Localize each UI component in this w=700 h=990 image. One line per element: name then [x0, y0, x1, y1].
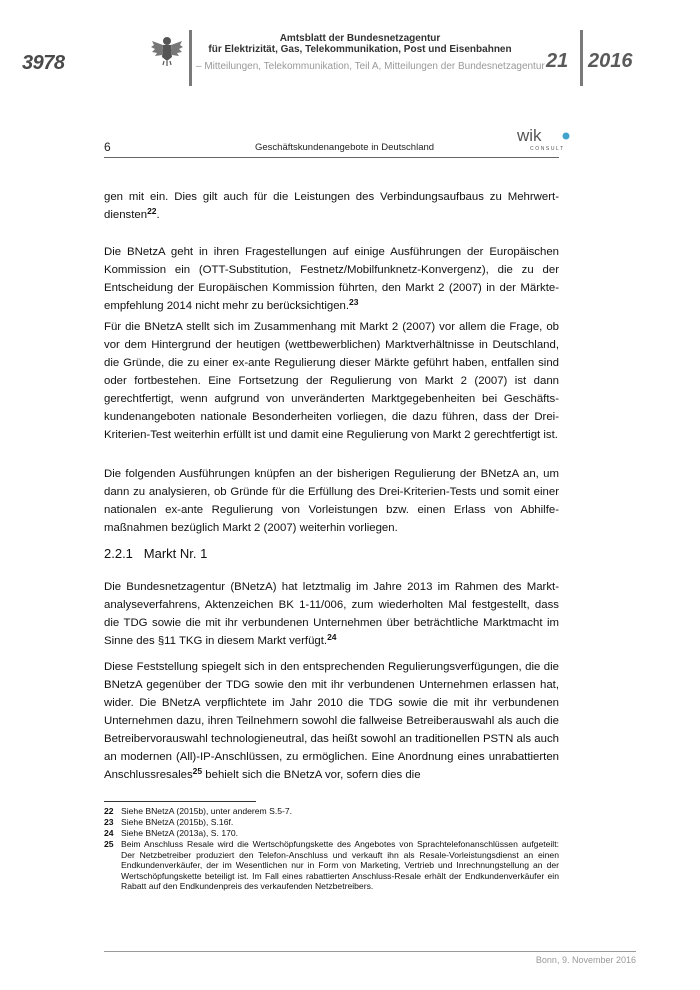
footer-date: Bonn, 9. November 2016: [535, 955, 636, 965]
issue-page-number: 3978: [22, 52, 65, 74]
footnote-ref-25[interactable]: 25: [192, 766, 203, 776]
paragraph-4: Die folgenden Ausführungen knüpfen an der bisherigen Regulierung der BNetzA an, um dann zu analysieren, ob Gründe für die Erfüllung des Drei-Kriterien-Tests und somit einer nationalen ex-ante Regulierung von Vorleistungen bzw. einen Erlass von Abhilfemaßnahmen bezüglich Markt 2 (2007) weiterhin vorliegen.: [104, 468, 559, 534]
paragraph-6: Diese Feststellung spiegelt sich in den entsprechenden Regulierungsverfügungen, die die BNetzA gegenüber der TDG sowie den mit ihr verbundenen Unternehmen erlassen hat, wider. Die BNetzA verpflichtete im Jahr 2010 die TDG sowie die mit ihr verbundenen Unternehmen dazu, ihren Teilnehmern sowohl die fallweise Betreiberauswahl als auch die Betreibervorauswahl technologieneutral, das heißt sowohl an traditionellen PSTN als auch an modernen (All)-IP-Anschlüssen, zu ermöglichen. Eine Anordnung eines unrabattierten Anschlussresales$^{25}$ behielt sich die BNetzA vor, sofern dies die: [104, 661, 559, 781]
issue-year: 2016: [588, 50, 633, 72]
year-divider: [580, 30, 583, 86]
running-title: Geschäftskundenangebote in Deutschland: [255, 142, 435, 153]
gazette-subtitle: für Elektrizität, Gas, Telekommunikation, Post und Eisenbahnen: [208, 44, 512, 55]
paragraph-3: Für die BNetzA stellt sich im Zusammenhang mit Markt 2 (2007) vor allem die Frage, ob vor dem Hintergrund der heutigen (wettbewerblichen) Marktverhältnisse in Deutschland, die Gründe, die zu einer ex-ante Regulierung dieser Märkte geführt haben, entfallen sind oder fortbestehen. Eine Fortsetzung der Regulierung von Markt 2 (2007) ist dann gerechtfertigt, wenn aufgrund von unveränderten Marktgegebenheiten bei Geschäftskundenangeboten nationale Besonderheiten vorliegen, die dazu führen, dass der Drei-Kriterien-Test weiterhin erfüllt ist und damit eine Regulierung von Markt 2 gerechtfertigt ist.: [104, 321, 559, 441]
federal-eagle-icon: [150, 33, 184, 67]
header-rule: [104, 157, 559, 158]
paragraph-5: Die Bundesnetzagentur (BNetzA) hat letztmalig im Jahre 2013 im Rahmen des Marktanalyseverfahrens, Aktenzeichen BK 1-11/006, zum wiederholten Mal festgestellt, dass die TDG sowie die mit ihr verbundenen Unternehmen über beträchtliche Marktmacht im Sinne des §11 TKG in diesem Markt verfügt.$^{24}$: [104, 581, 559, 647]
issue-in-year: 21: [546, 50, 569, 72]
footnote-ref-22[interactable]: 22: [147, 206, 157, 216]
wik-consult-logo: [515, 126, 571, 152]
gazette-title: Amtsblatt der Bundesnetzagentur: [279, 33, 441, 44]
logo-subtext: CONSULT: [530, 146, 565, 152]
gazette-section: – Mitteilungen, Telekommunikation, Teil A, Mitteilungen der Bundesnetzagentur –: [196, 61, 554, 72]
footnote-23: 23 Siehe BNetzA (2015b), S.16f.: [104, 817, 234, 827]
footnote-22: 22 Siehe BNetzA (2015b), unter anderem S.5-7.: [104, 806, 293, 816]
section-heading: 2.2.1 Markt Nr. 1: [104, 546, 208, 561]
footnote-25: 25 Beim Anschluss Resale wird die Wertschöpfungskette des Angebotes von Sprachtelefonanschlüssen aufgeteilt: Der Netzbetreiber produziert den Telefon-Anschluss und verkauft ihn als Resale-Vorleistungsdienst an einen Endkundenverkäufer, der im Wesentlichen nur in Form von Marketing, Vertrieb und Inrechnungstellung an der Wertschöpfungskette beteiligt ist. Im Fall eines rabattierten Anschluss-Resale erhält der Endkundenverkäufer ein Rabatt auf den Endkundenpreis des verkaufenden Netzbetreibers.: [104, 839, 559, 891]
footnote-ref-24[interactable]: 24: [327, 632, 337, 642]
footnote-rule: [104, 801, 256, 802]
document-page-number: 6: [104, 140, 111, 154]
masthead-divider: [189, 30, 192, 86]
footer-rule: [104, 951, 636, 952]
footnote-ref-23[interactable]: 23: [349, 297, 359, 307]
paragraph-2: Die BNetzA geht in ihren Fragestellungen auf einige Ausführungen der Europäischen Kommission ein (OTT-Substitution, Festnetz/Mobilfunknetz-Konvergenz), die zu der Entscheidung der Europäischen Kommission führten, den Markt 2 (2007) in der Märkteempfehlung 2014 nicht mehr zu berücksichtigen.$^{23}$: [104, 246, 559, 312]
logo-swirl-icon: [563, 133, 570, 140]
footnote-24: 24 Siehe BNetzA (2013a), S. 170.: [104, 828, 239, 838]
logo-text: wik: [517, 126, 542, 145]
paragraph-1: gen mit ein. Dies gilt auch für die Leistungen des Verbindungsaufbaus zu Mehrwertdiensten$^{22}$.: [104, 191, 559, 221]
